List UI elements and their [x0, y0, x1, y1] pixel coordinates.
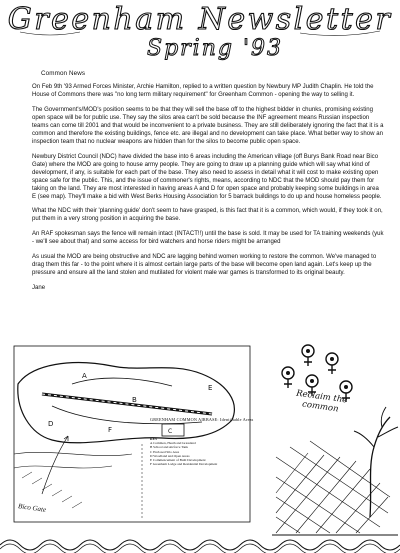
article-body: [32, 83, 384, 292]
article-paragraph: On Feb 9th '93 Armed Forces Minister, Archie Hamilton, replied to a written question by Newbury MP Judith Chaplin. He told the House of Commons there was "no long term military requirement" for Greenham Common - opening the way to selling it.: [32, 84, 374, 99]
base-map: [12, 344, 252, 524]
svg-text:B: B: [132, 396, 137, 404]
newsletter-title: Greenham Newsletter: [7, 2, 393, 37]
slogan: Reclaim the common: [295, 388, 348, 415]
map-key-item: D Woodland and Open Areas: [150, 453, 190, 458]
women-symbols-drawing: [270, 337, 400, 547]
map-illustration: [12, 344, 252, 524]
map-key-item: E Commencement of Built Development: [150, 458, 206, 463]
map-key-item: B School and Airforce Tank: [150, 445, 188, 450]
svg-text:F: F: [108, 426, 113, 434]
decorative-border: [0, 533, 400, 553]
svg-text:C: C: [168, 428, 173, 435]
masthead: [0, 0, 400, 62]
svg-text:E: E: [208, 384, 213, 392]
reclaim-illustration: [270, 337, 400, 547]
article-paragraph: What the NDC with their 'planning guide' don't seem to have grasped, is this fact that it is a common, which would, if they took it on, put them in a very strong position in acquiring the base.: [32, 208, 383, 223]
article-paragraph: The Government's/MOD's position seems to be that they will sell the base off to the highest bidder in chunks, promising existing open space will be for public use. They say the silos area can't be sold because the INF agreement means Russian inspection teams can come till 2001 and that would be inconvenient to a private business. They are still deliberately ignoring the fact that it is a common and therefore the existing buildings, fence etc. are illegal and no development can take place. What better way to show an inspection team that no nuclear weapons are hidden than for the silos to become public open space.: [32, 106, 384, 145]
svg-text:D: D: [48, 420, 54, 428]
map-key-item: A Common, Heath and Grassland: [150, 441, 196, 446]
newsletter-issue: Spring '93: [147, 36, 283, 61]
signature: Jane: [32, 284, 46, 291]
map-key-heading: KEY: [150, 437, 158, 441]
article-paragraph: As usual the MOD are being obstructive and NDC are lagging behind women working to restore the common. We've managed to drag them this far - to the point where it is almost certain large parts of the base will become open land again. Let's keep up the pressure and ensure all the land stolen and mutilated for violent male war games is transformed to its original beauty.: [32, 253, 377, 276]
article-paragraph: An RAF spokesman says the fence will remain intact (INTACT!!) until the base is sold. It may be used for TA training weekends (yuk - we'll see about that) and some access for bird watchers and horse riders might be arranged: [32, 231, 384, 246]
svg-text:A: A: [82, 372, 87, 380]
masthead-lettering: [0, 0, 400, 62]
map-caption: Bico Gate: [17, 502, 47, 514]
map-key-item: C Enclosed Silo Area: [150, 449, 180, 454]
map-title: GREENHAM COMMON AIRBASE: Identifiable Areas: [150, 417, 254, 422]
fence-lattice-icon: [276, 441, 390, 533]
article-paragraph: Newbury District Council (NDC) have divided the base into 6 areas including the American village (off Burys Bank Road near Bico Gate) where the MOD are going to house army people. They are going to draw up a planning guide which will say what kind of development, if any, is suitable for each part of the base. They also need to assess in detail what it will cost to make existing open space safe for the public. This, and the issue of commoner's rights, means, according to NDC that the MOD should pay them for taking on the land. They are most interested in having areas A and D for open space and probably keeping some buildings in area E (see map). They'll make a bid with West Berks Housing Association for 5 barrack buildings to do up and house homeless people.: [32, 153, 382, 200]
map-key-item: F Greenham Lodge and Residential Development: [150, 462, 218, 467]
map-key: [150, 437, 250, 466]
section-title: Common News: [41, 70, 86, 77]
